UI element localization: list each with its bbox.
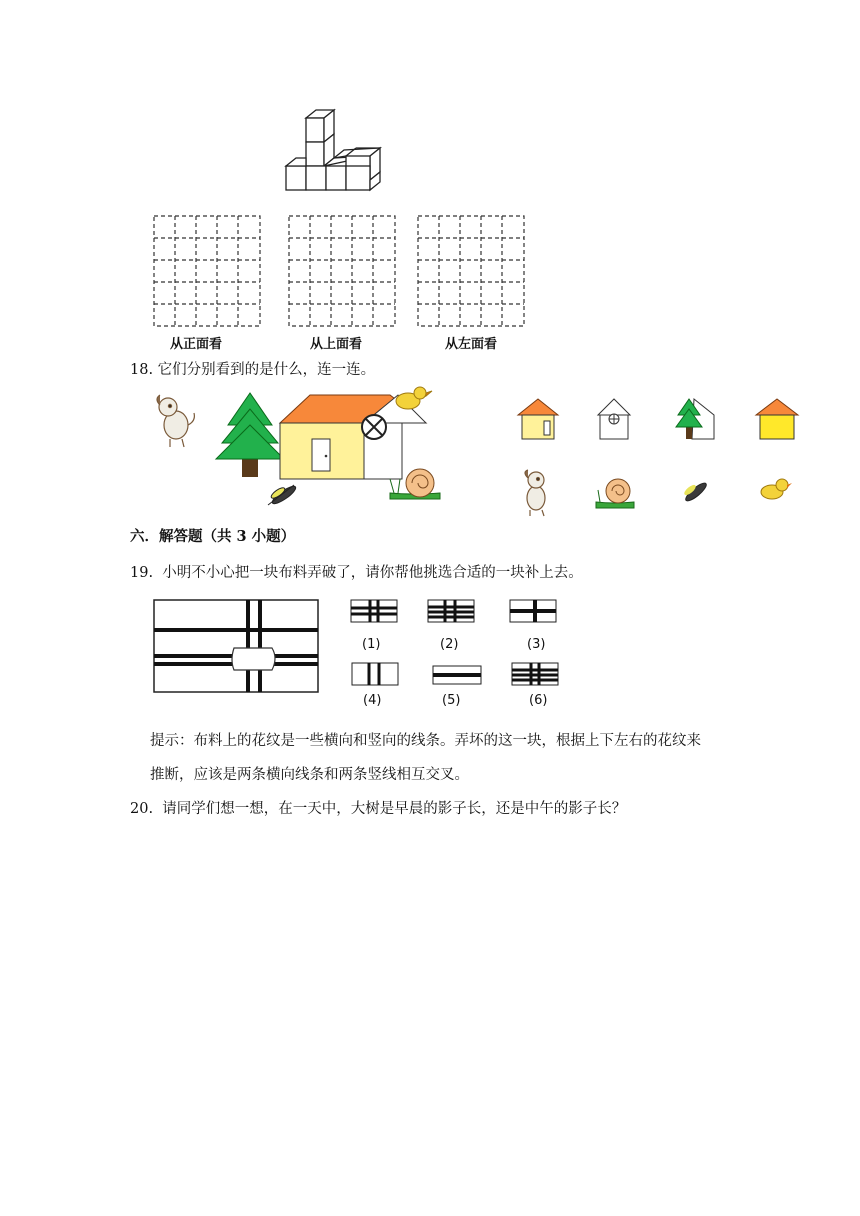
top-view-label: 从上面看 (310, 337, 363, 352)
chick-icon (396, 387, 432, 409)
question-20 (130, 799, 626, 819)
tree-icon (216, 393, 284, 477)
section-title: 六．解答题（共 3 小题） (130, 528, 296, 545)
patch-option-5[interactable] (432, 665, 482, 685)
patch-option-4[interactable] (351, 662, 399, 686)
cube-stack-figure (284, 106, 384, 192)
patch-option-1-label: (1) (362, 637, 381, 652)
option-snail-icon[interactable] (594, 474, 636, 510)
scene-illustration (150, 385, 450, 515)
question-text: 小明不小心把一块布料弄破了，请你帮他挑选合适的一块补上去。 (162, 565, 583, 581)
patch-option-2[interactable] (427, 599, 475, 623)
left-view-label: 从左面看 (445, 337, 498, 352)
question-19 (130, 563, 583, 583)
hint-line-1: 提示：布料上的花纹是一些横向和竖向的线条。弄坏的这一块，根据上下左右的花纹来 (150, 733, 701, 749)
patch-option-3-label: (3) (527, 637, 546, 652)
patch-option-5-label: (5) (442, 693, 461, 708)
option-dog-icon[interactable] (518, 466, 558, 518)
patch-option-6[interactable] (511, 662, 559, 686)
grid-left-view[interactable] (417, 215, 525, 327)
patch-option-6-label: (6) (529, 693, 548, 708)
front-view-label: 从正面看 (170, 337, 223, 352)
patch-option-1[interactable] (350, 599, 398, 623)
view-house-orange[interactable] (516, 397, 560, 443)
dog-icon (157, 395, 194, 447)
view-tree-and-house[interactable] (672, 397, 716, 443)
question-text: 请同学们想一想，在一天中，大树是早晨的影子长，还是中午的影子长？ (162, 801, 627, 817)
option-firefly-icon[interactable] (678, 476, 714, 508)
question-number: 18. (130, 362, 154, 378)
question-number: 19. (130, 565, 154, 581)
question-text: 它们分别看到的是什么，连一连。 (157, 362, 376, 378)
patch-option-3[interactable] (509, 599, 557, 623)
hint-line-2: 推断，应该是两条横向线条和两条竖线相互交叉。 (150, 767, 469, 783)
grid-top-view[interactable] (288, 215, 396, 327)
question-number: 20. (130, 801, 154, 817)
question-18 (130, 360, 375, 380)
grid-front-view[interactable] (153, 215, 261, 327)
option-chick-icon[interactable] (758, 476, 792, 502)
patch-option-4-label: (4) (363, 693, 382, 708)
patch-option-2-label: (2) (440, 637, 459, 652)
firefly-icon (268, 484, 298, 507)
torn-fabric-figure (152, 598, 320, 694)
view-house-yellow[interactable] (754, 397, 800, 443)
view-house-outline[interactable] (594, 397, 634, 443)
